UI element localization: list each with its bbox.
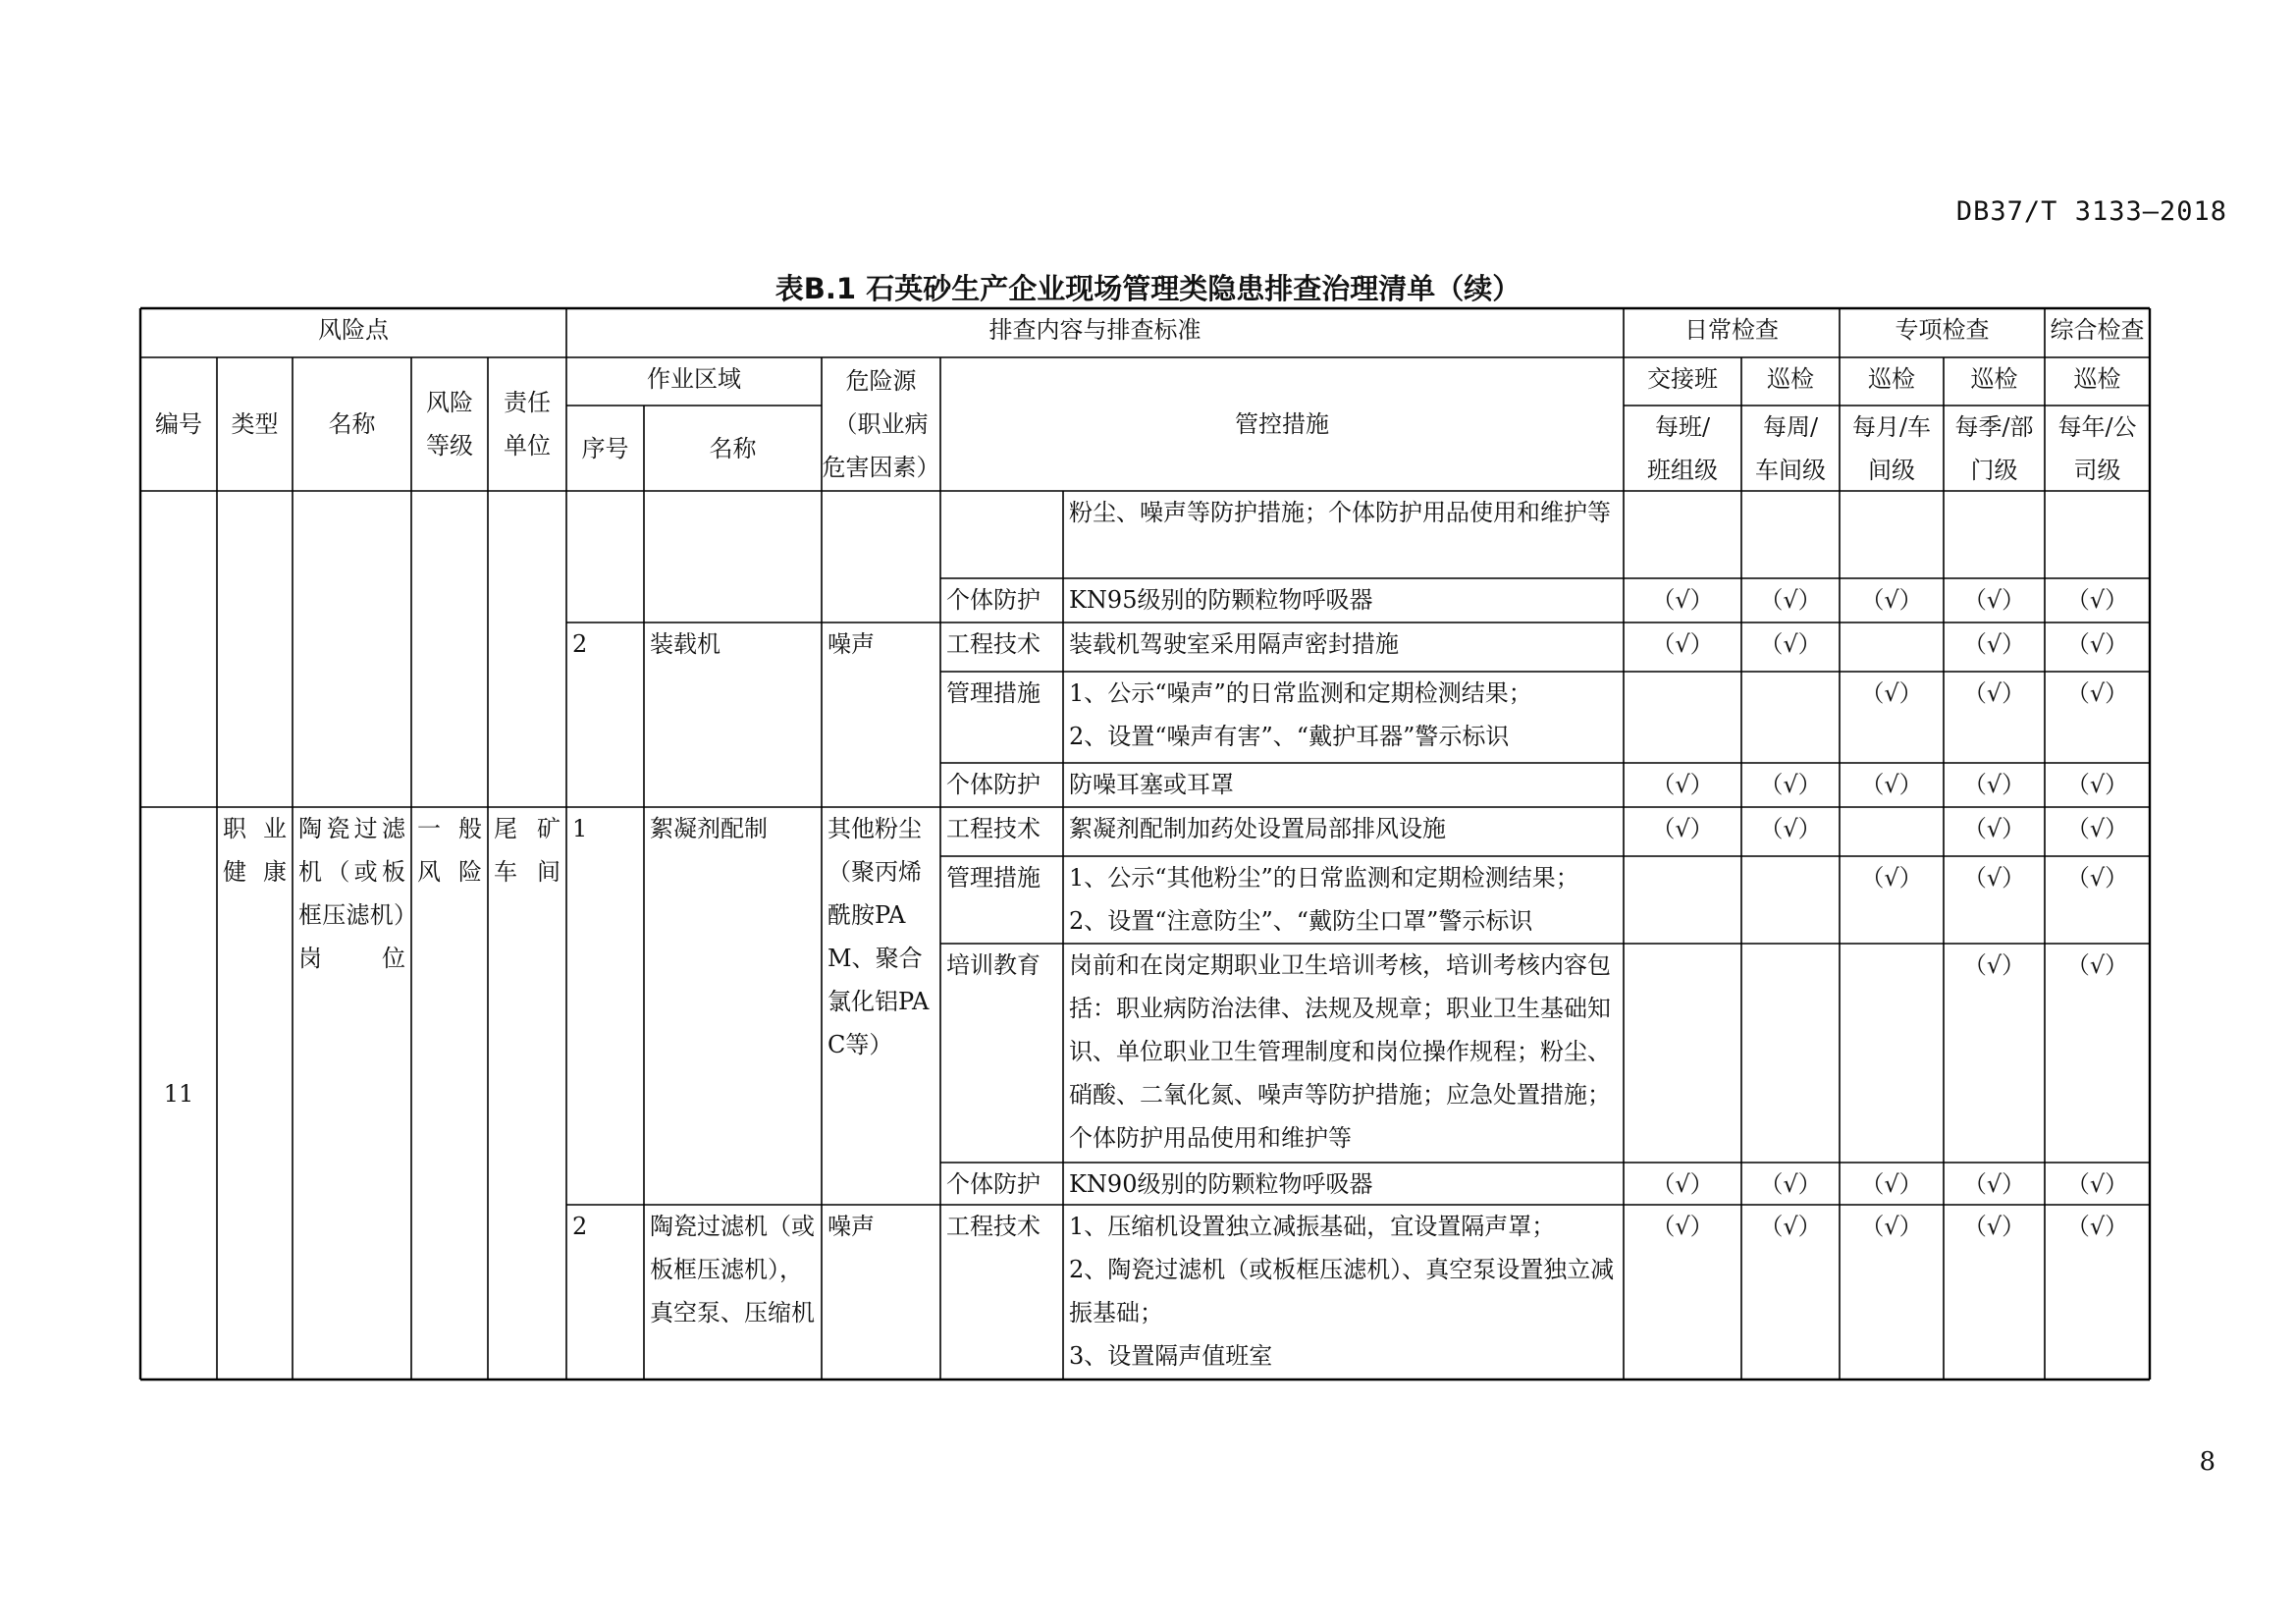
control-measure: 1、压缩机设置独立减振基础，宜设置隔声罩； 2、陶瓷过滤机（或板框压滤机）、真空泵设置独立减振基础； 3、设置隔声值班室 [1069, 1213, 1615, 1370]
check-mark: （√） [1759, 586, 1822, 614]
control-category: 个体防护 [946, 1170, 1041, 1198]
check-mark: （√） [2065, 630, 2129, 658]
header-work-area: 作业区域 [647, 365, 741, 393]
control-category: 个体防护 [946, 586, 1041, 614]
check-mark: （√） [2065, 586, 2129, 614]
header-freq-5-level: 每年/公 司级 [2057, 413, 2137, 484]
check-mark: （√） [1759, 815, 1822, 842]
check-mark: （√） [1860, 864, 1923, 892]
header-name [293, 357, 411, 491]
risk-item-level: 一般风险 [417, 815, 482, 886]
check-mark: （√） [1962, 771, 2026, 798]
check-mark: （√） [1860, 1170, 1923, 1198]
check-mark: （√） [2065, 815, 2129, 842]
check-mark [1741, 944, 1840, 1163]
header-daily-check: 日常检查 [1684, 316, 1779, 344]
header-comprehensive-check: 综合检查 [2050, 316, 2145, 344]
hazard-factor: 噪声 [828, 630, 875, 658]
control-measure: 装载机驾驶室采用隔声密封措施 [1069, 630, 1399, 658]
check-mark: （√） [1860, 1213, 1923, 1240]
cell-text: 编号 [155, 410, 202, 438]
control-measure: KN90级别的防颗粒物呼吸器 [1069, 1170, 1373, 1198]
header-freq-5-type: 巡检 [2073, 365, 2121, 393]
check-mark: （√） [1962, 586, 2026, 614]
check-mark: （√） [1962, 679, 2026, 707]
check-mark: （√） [1651, 771, 1714, 798]
header-seq [566, 406, 644, 491]
work-area-seq: 2 [572, 630, 588, 658]
control-measure: 1、公示“噪声”的日常监测和定期检测结果； 2、设置“噪声有害”、“戴护耳器”警示标识 [1069, 679, 1532, 750]
control-category: 工程技术 [946, 815, 1041, 842]
header-risk-level [411, 357, 488, 491]
check-mark: （√） [1651, 630, 1714, 658]
check-mark: （√） [1962, 815, 2026, 842]
check-mark: （√） [1860, 586, 1923, 614]
control-measure: 岗前和在岗定期职业卫生培训考核，培训考核内容包括：职业病防治法律、法规及规章；职业卫生基础知识、单位职业卫生管理制度和岗位操作规程；粉尘、硝酸、二氧化氮、噪声等防护措施；应急处置措施；个体防护用品使用和维护等 [1069, 951, 1611, 1152]
work-area-seq: 2 [572, 1213, 588, 1240]
check-mark: （√） [2065, 771, 2129, 798]
control-category: 工程技术 [946, 630, 1041, 658]
risk-item-no [140, 807, 217, 1380]
work-area-name: 絮凝剂配制 [650, 815, 768, 842]
risk-item-type: 职业健康 [223, 815, 287, 886]
cell-text: 类型 [231, 410, 279, 438]
cell-text: 11 [163, 1079, 194, 1108]
check-mark: （√） [1759, 1170, 1822, 1198]
control-category: 管理措施 [946, 864, 1041, 892]
check-mark [1624, 856, 1741, 944]
standard-code: DB37/T 3133—2018 [1955, 196, 2227, 227]
header-measures [940, 357, 1624, 491]
check-mark [1840, 944, 1944, 1163]
control-measure: 粉尘、噪声等防护措施；个体防护用品使用和维护等 [1069, 499, 1611, 526]
header-hazard [822, 357, 940, 491]
check-mark [1624, 944, 1741, 1163]
table-caption: 表B.1 石英砂生产企业现场管理类隐患排查治理清单（续） [774, 272, 1522, 305]
check-mark: （√） [1651, 815, 1714, 842]
control-measure: KN95级别的防颗粒物呼吸器 [1069, 586, 1373, 614]
check-mark: （√） [1962, 1213, 2026, 1240]
check-mark: （√） [1962, 951, 2026, 979]
check-mark: （√） [2065, 679, 2129, 707]
risk-item-unit: 尾矿车间 [494, 815, 561, 886]
control-measure: 1、公示“其他粉尘”的日常监测和定期检测结果； 2、设置“注意防尘”、“戴防尘口罩”警示标识 [1069, 864, 1579, 935]
hazard-factor: 噪声 [828, 1213, 875, 1240]
cell-text: 序号 [581, 434, 629, 462]
header-freq-3-type: 巡检 [1868, 365, 1915, 393]
header-type [217, 357, 293, 491]
header-freq-4-level: 每季/部 门级 [1954, 413, 2034, 484]
control-category: 个体防护 [946, 771, 1041, 798]
header-freq-2-type: 巡检 [1767, 365, 1814, 393]
header-no [140, 357, 217, 491]
header-freq-3-level: 每月/车 间级 [1851, 413, 1932, 484]
check-mark: （√） [1962, 864, 2026, 892]
check-mark: （√） [1860, 679, 1923, 707]
cell-text: 管控措施 [1235, 410, 1329, 438]
control-category: 培训教育 [946, 951, 1041, 979]
check-mark: （√） [1651, 586, 1714, 614]
check-mark: （√） [2065, 864, 2129, 892]
header-freq-1-level: 每班/ 班组级 [1647, 413, 1718, 484]
check-mark: （√） [1962, 630, 2026, 658]
page-number: 8 [2199, 1447, 2216, 1477]
control-measure: 防噪耳塞或耳罩 [1069, 771, 1234, 798]
check-mark [1840, 807, 1944, 856]
work-area-name: 装载机 [650, 630, 721, 658]
header-freq-4-type: 巡检 [1970, 365, 2018, 393]
work-area-name: 陶瓷过滤机（或板框压滤机），真空泵、压缩机 [650, 1213, 815, 1326]
work-area-seq: 1 [572, 815, 588, 842]
header-content-standard: 排查内容与排查标准 [988, 316, 1201, 344]
hazard-factor: 其他粉尘（聚丙烯酰胺PAM、聚合氯化铝PAC等） [828, 815, 930, 1058]
header-unit [488, 357, 566, 491]
check-mark: （√） [1962, 1170, 2026, 1198]
control-measure: 絮凝剂配制加药处设置局部排风设施 [1069, 815, 1446, 842]
cell-text: 责任 单位 [504, 389, 551, 460]
check-mark: （√） [1759, 630, 1822, 658]
check-mark: （√） [1860, 771, 1923, 798]
header-freq-2-level: 每周/ 车间级 [1755, 413, 1826, 484]
check-mark [1840, 623, 1944, 672]
header-area-name [644, 406, 822, 491]
header-special-check: 专项检查 [1895, 316, 1990, 344]
control-category: 工程技术 [946, 1213, 1041, 1240]
check-mark: （√） [1651, 1170, 1714, 1198]
header-risk-point: 风险点 [318, 316, 389, 344]
check-mark: （√） [2065, 1213, 2129, 1240]
check-mark: （√） [2065, 951, 2129, 979]
cell-text: 危险源 （职业病 危害因素） [822, 367, 940, 481]
check-mark [1741, 672, 1840, 763]
cell-text: 名称 [709, 434, 757, 462]
control-category: 管理措施 [946, 679, 1041, 707]
check-mark [1741, 856, 1840, 944]
check-mark [1624, 672, 1741, 763]
header-freq-1-type: 交接班 [1647, 365, 1718, 393]
check-mark: （√） [1759, 771, 1822, 798]
check-mark: （√） [2065, 1170, 2129, 1198]
check-mark: （√） [1759, 1213, 1822, 1240]
risk-item-name: 陶瓷过滤机（或板框压滤机）岗位 [298, 815, 405, 972]
cell-text: 风险 等级 [426, 389, 473, 460]
cell-text: 名称 [328, 410, 376, 438]
check-mark: （√） [1651, 1213, 1714, 1240]
